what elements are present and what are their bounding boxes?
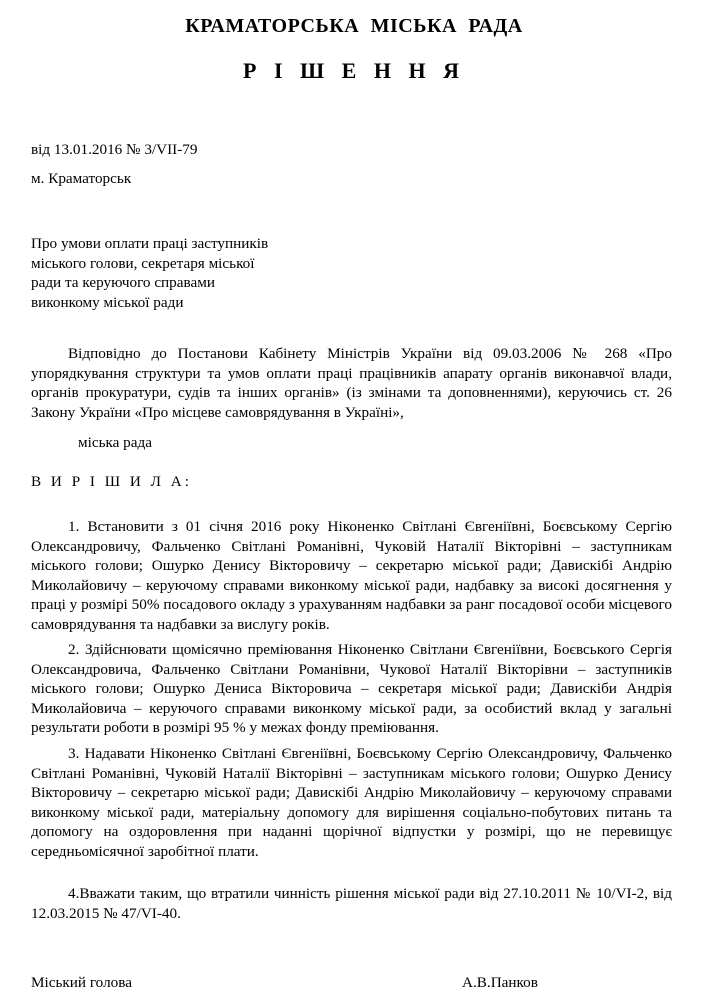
council-line: міська рада	[78, 434, 152, 451]
subject-line: міського голови, секретаря міської	[31, 254, 255, 272]
preamble: Відповідно до Постанови Кабінету Міністрів України від 09.03.2006 № 268 «Про упорядкування структури та умов оплати праці працівників апарату органів виконавчої влади, органів прокуратури, судів та інших органів» (із змінами та доповненнями), керуючись ст. 26 Закону України «Про місцеве самоврядування в Україні»,	[31, 345, 672, 421]
date-number: від 13.01.2016 № 3/VІІ-79	[31, 141, 198, 158]
decided-heading: В И Р І Ш И Л А:	[31, 473, 192, 490]
clause-3: 3. Надавати Ніконенко Світлані Євгеніївні, Боєвському Сергію Олександровичу, Фальченко Світлані Романівні, Чуковій Наталії Вікторівні – заступникам міського голови; Ошурко Денису Вікторовичу – секретарю міської ради; Давискібі Андрію Миколайовичу – керуючому справами виконкому міської ради, матеріальну допомогу для вирішення соціально-побутових питань та допомогу на оздоровлення при наданні щорічної відпустки у розмірі, що не перевищує середньомісячної заробітної плати.	[31, 745, 672, 860]
document-title: Р І Ш Е Н Н Я	[243, 58, 465, 83]
subject-line: ради та керуючого справами	[31, 274, 215, 292]
city: м. Краматорськ	[31, 170, 132, 187]
subject-line: Про умови оплати праці заступників	[31, 235, 269, 252]
decision-subject	[31, 234, 351, 312]
clause-2: 2. Здійснювати щомісячно преміювання Ніконенко Світлани Євгеніївни, Боєвського Сергія Олександровича, Фальченко Світлани Романівни, Чукової Наталії Вікторівни – заступників міського голови; Ошурко Дениса Вікторовича – секретаря міської ради; Давискіби Андрія Миколайовича – керуючого справами виконкому міської ради, за особистий вклад у загальні результати роботи в розмірі 95 % у межах фонду преміювання.	[31, 641, 672, 737]
subject-line: виконкому міської ради	[31, 293, 184, 311]
signature-name: А.В.Панков	[462, 974, 538, 991]
clause-4: 4.Вважати таким, що втратили чинність рішення міської ради від 27.10.2011 № 10/VІ-2, від 12.03.2015 № 47/VІ-40.	[31, 885, 672, 922]
council-name: КРАМАТОРСЬКА МІСЬКА РАДА	[185, 15, 523, 37]
clause-1: 1. Встановити з 01 січня 2016 року Ніконенко Світлані Євгеніївні, Боєвському Сергію Олександровичу, Фальченко Світлані Романівні, Чуковій Наталії Вікторівні – заступникам міського голови; Ошурко Денису Вікторовичу – секретарю міської ради; Давискібі Андрію Миколайовичу – керуючому справами виконкому міської ради, надбавку за високі досягнення у праці у розмірі 50% посадового окладу з урахуванням надбавки за ранг посадової особи місцевого самоврядування та надбавки за вислугу років.	[31, 518, 672, 633]
signature-position: Міський голова	[31, 974, 132, 991]
